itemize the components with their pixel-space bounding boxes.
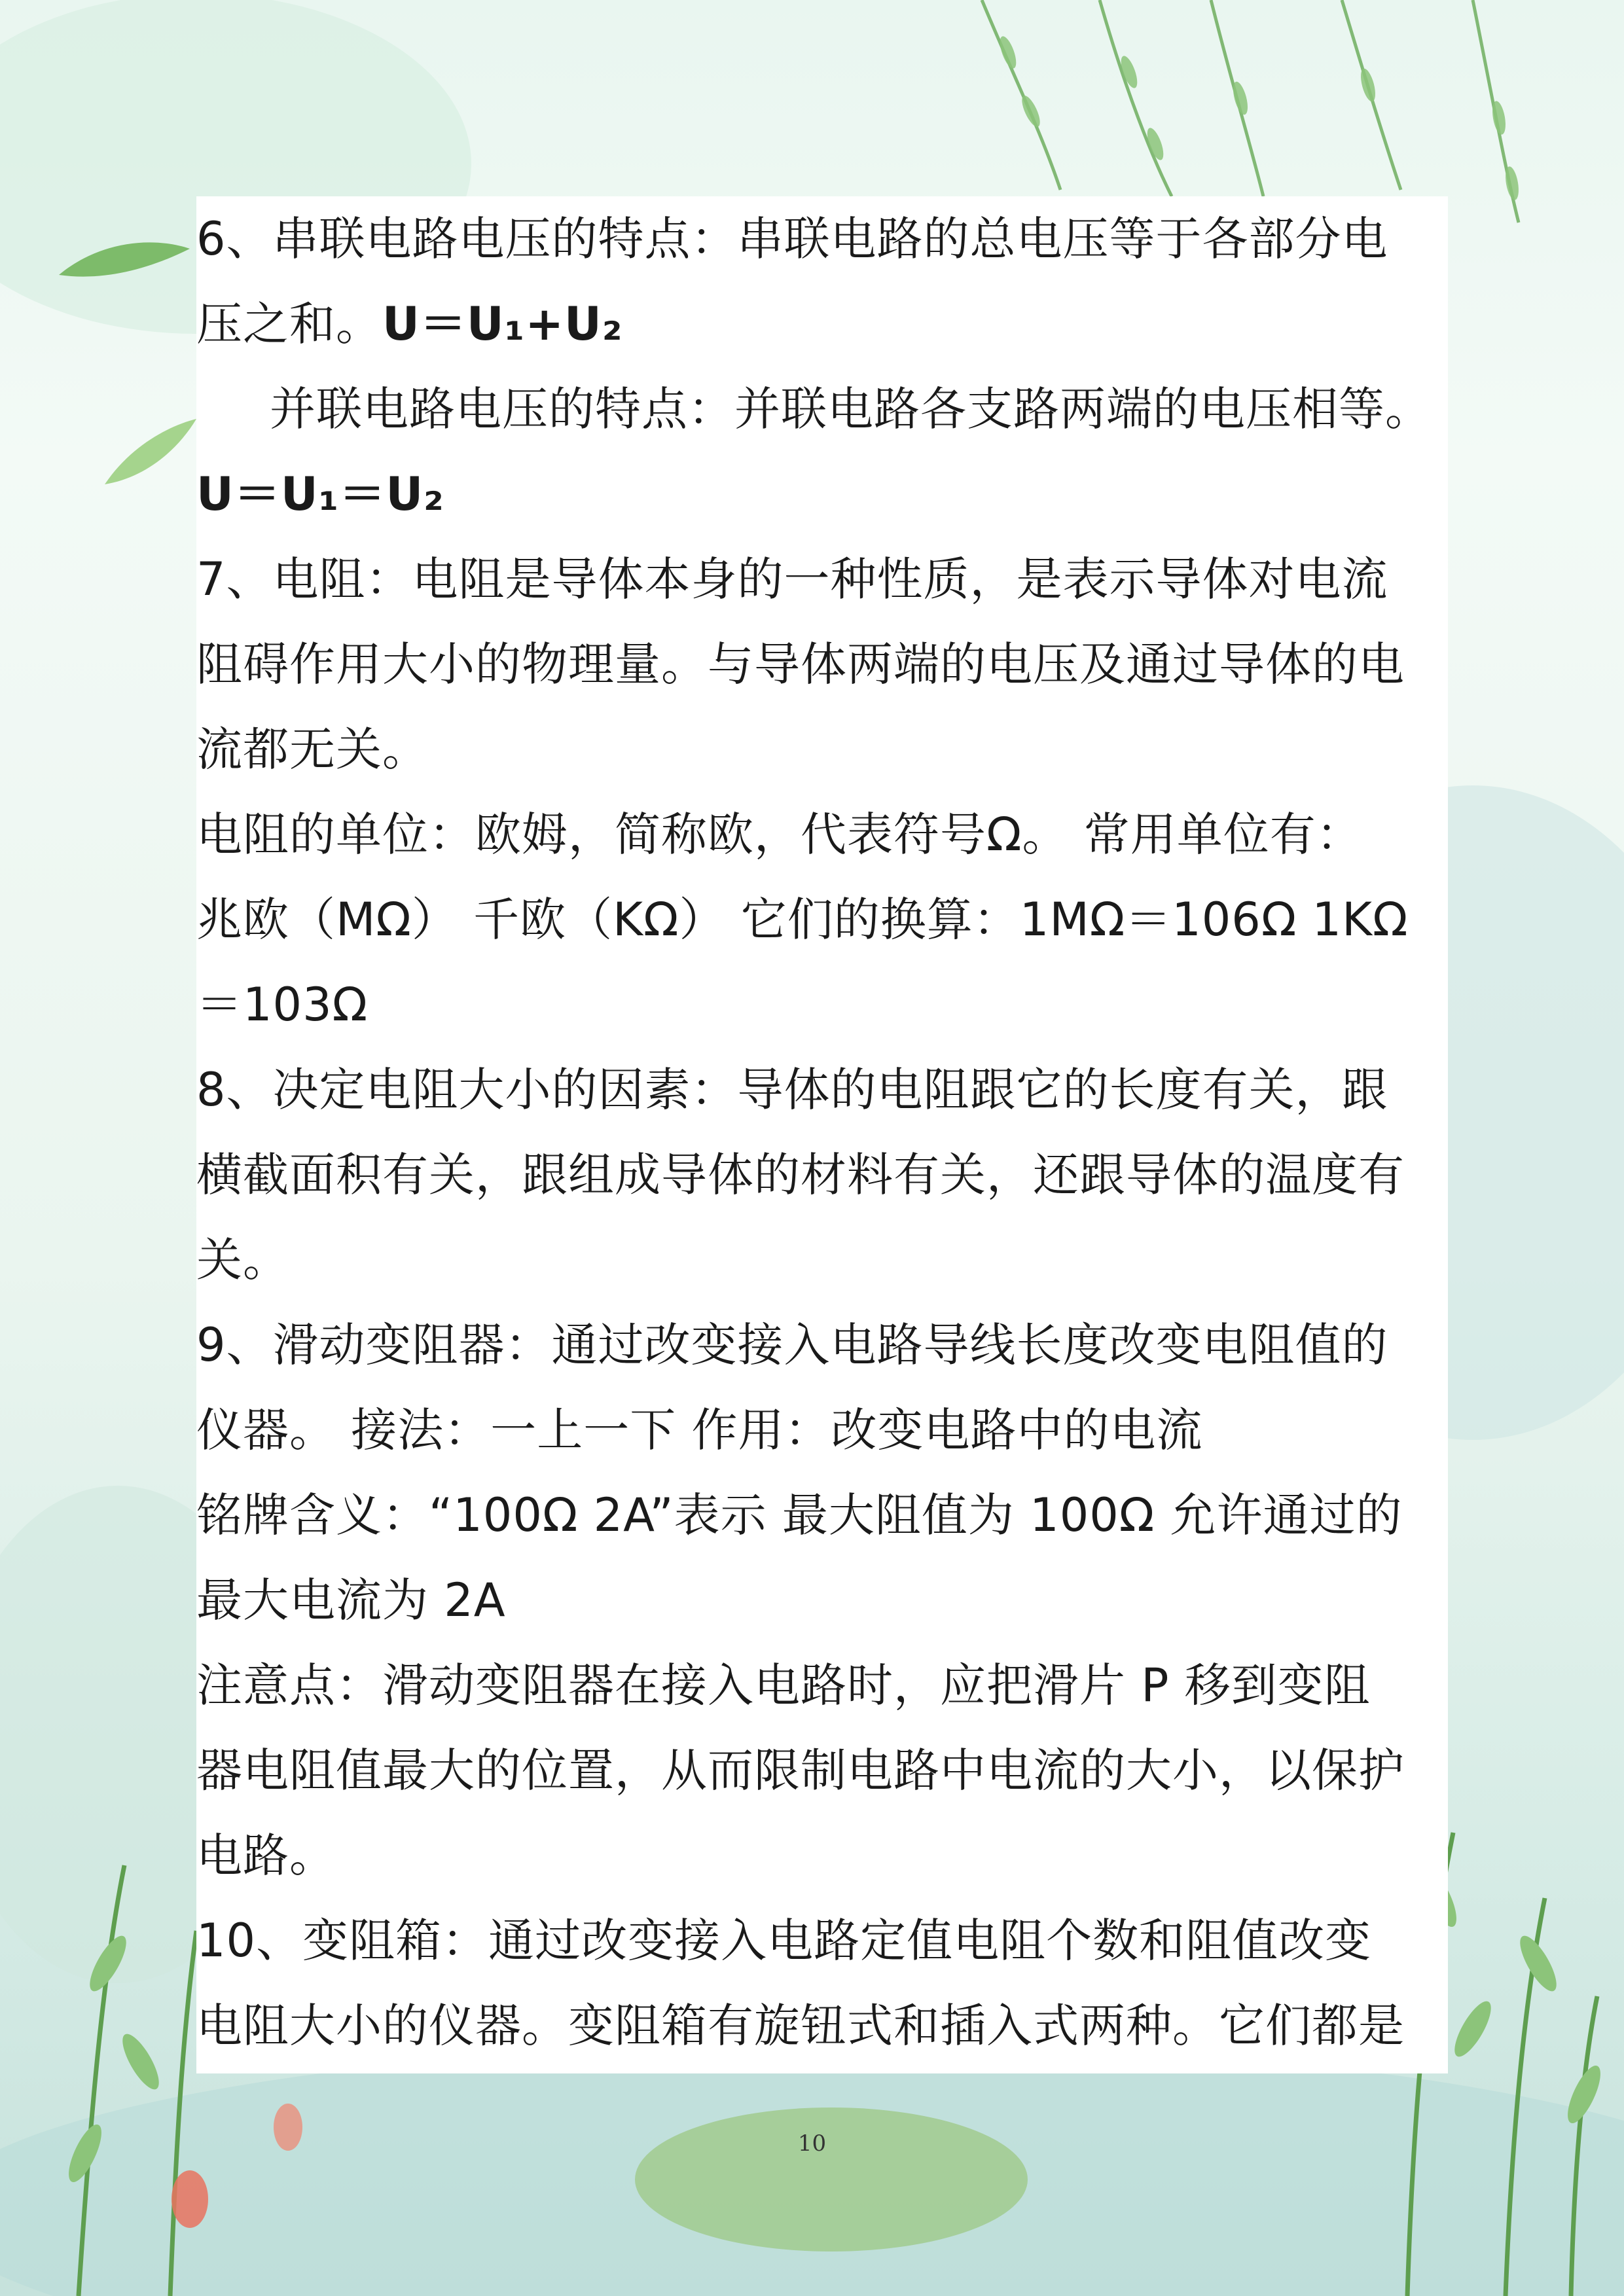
text-line: 注意点：滑动变阻器在接入电路时，应把滑片 P 移到变阻 xyxy=(196,1659,1371,1712)
text-line: 电阻大小的仪器。变阻箱有旋钮式和插入式两种。它们都是 xyxy=(196,1999,1405,2053)
formula-line: U＝U₁＝U₂ xyxy=(196,467,444,521)
text-line: 横截面积有关，跟组成导体的材料有关，还跟导体的温度有 xyxy=(196,1148,1405,1202)
text-line: 铭牌含义：“100Ω 2A”表示 最大阻值为 100Ω 允许通过的 xyxy=(196,1488,1403,1542)
content-sheet xyxy=(196,196,1448,2073)
text-line: 10、变阻箱：通过改变接入电路定值电阻个数和阻值改变 xyxy=(196,1914,1372,1967)
text-line: 仪器。 接法：一上一下 作用：改变电路中的电流 xyxy=(196,1403,1203,1457)
text-line: 流都无关。 xyxy=(196,723,429,776)
text-line: 器电阻值最大的位置，从而限制电路中电流的大小，以保护 xyxy=(196,1744,1405,1797)
text-line: 电阻的单位：欧姆，简称欧，代表符号Ω。 常用单位有： xyxy=(196,808,1363,861)
text-line: 兆欧（MΩ） 千欧（KΩ） 它们的换算：1MΩ＝106Ω 1KΩ xyxy=(196,893,1409,946)
text-line: 最大电流为 2A xyxy=(196,1573,506,1627)
text-line: 并联电路电压的特点：并联电路各支路两端的电压相等。 xyxy=(270,382,1432,436)
text-line: 6、串联电路电压的特点：串联电路的总电压等于各部分电 xyxy=(196,212,1388,266)
text-line: 阻碍作用大小的物理量。与导体两端的电压及通过导体的电 xyxy=(196,637,1405,691)
text-line: 7、电阻：电阻是导体本身的一种性质，是表示导体对电流 xyxy=(196,552,1388,606)
text-line: 8、决定电阻大小的因素：导体的电阻跟它的长度有关，跟 xyxy=(196,1063,1388,1117)
text-line: 关。 xyxy=(196,1233,289,1287)
text-line: ＝103Ω xyxy=(196,978,369,1031)
formula: U＝U₁+U₂ xyxy=(382,297,623,351)
document-body xyxy=(196,196,1448,2068)
page-number: 10 xyxy=(797,2130,827,2157)
text-line: 9、滑动变阻器：通过改变接入电路导线长度改变电阻值的 xyxy=(196,1318,1388,1372)
text-line: 压之和。U＝U₁+U₂ xyxy=(196,297,623,351)
text-line: 电路。 xyxy=(196,1829,336,1882)
